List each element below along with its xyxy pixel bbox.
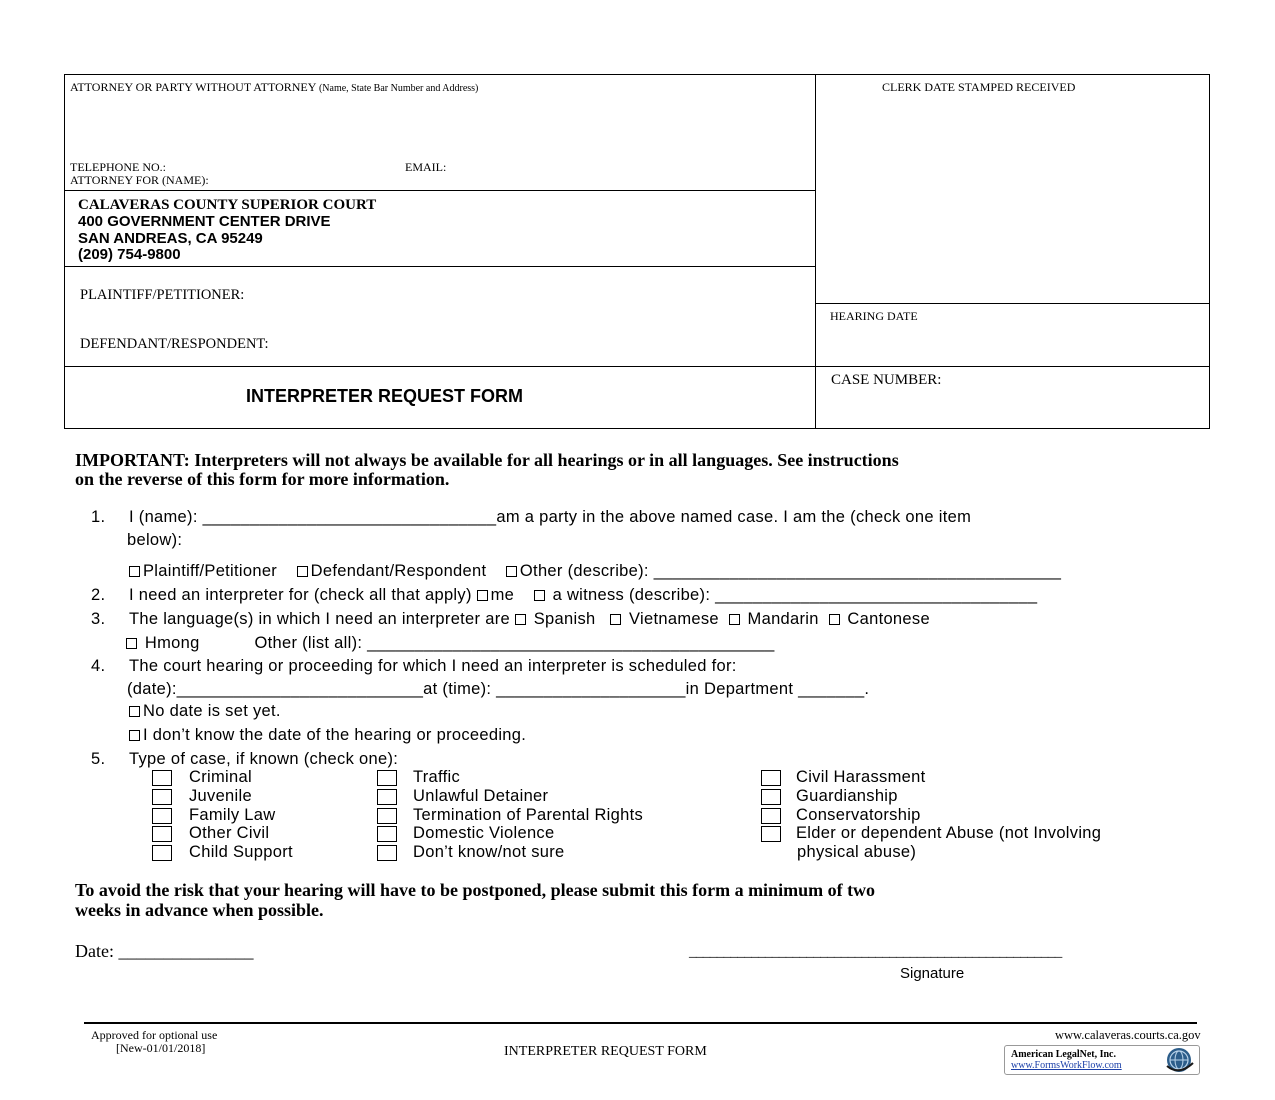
court-phone: (209) 754-9800 (78, 246, 181, 263)
hearing-date-label: HEARING DATE (830, 309, 918, 323)
item-4-number: 4. (91, 657, 106, 675)
court-address-line1: 400 GOVERNMENT CENTER DRIVE (78, 213, 331, 230)
plaintiff-checkbox[interactable] (129, 566, 140, 577)
traffic-checkbox[interactable] (377, 770, 397, 786)
attorney-for-label: ATTORNEY FOR (NAME): (70, 173, 209, 187)
unknown-date-checkbox[interactable] (129, 730, 140, 741)
clerk-divider (815, 303, 1210, 304)
attorney-label: ATTORNEY OR PARTY WITHOUT ATTORNEY (Name, State Bar Number and Address) (70, 80, 479, 94)
spanish-checkbox[interactable] (515, 614, 526, 625)
legalnet-url[interactable]: www.FormsWorkFlow.com (1011, 1060, 1122, 1071)
mandarin-checkbox[interactable] (729, 614, 740, 625)
family-law-checkbox[interactable] (152, 808, 172, 824)
caption-table (64, 74, 1210, 429)
signature-line[interactable]: ______________________________________________________ (689, 944, 1062, 960)
case-type-guardianship: Guardianship (796, 787, 898, 805)
submission-notice-line1: To avoid the risk that your hearing will have to be postponed, please submit this form a minimum of two (75, 880, 876, 900)
mandarin-option: Mandarin (747, 610, 819, 628)
item-1-text-cont: below): (127, 531, 183, 549)
case-number-label: CASE NUMBER: (831, 372, 942, 388)
parental-rights-checkbox[interactable] (377, 808, 397, 824)
domestic-violence-checkbox[interactable] (377, 826, 397, 842)
item-2-line (129, 586, 1037, 605)
not-sure-checkbox[interactable] (377, 845, 397, 861)
case-type-elder-abuse: Elder or dependent Abuse (not Involving (796, 824, 1102, 842)
me-checkbox[interactable] (477, 590, 488, 601)
caption-divider (815, 74, 816, 429)
civil-harassment-checkbox[interactable] (761, 770, 781, 786)
court-divider (64, 266, 815, 267)
item-5-text: Type of case, if known (check one): (129, 750, 399, 768)
elder-abuse-checkbox[interactable] (761, 826, 781, 842)
legalnet-globe-icon (1160, 1046, 1198, 1074)
plaintiff-label: PLAINTIFF/PETITIONER: (80, 287, 245, 303)
no-date-option: No date is set yet. (143, 702, 281, 720)
case-type-not-sure: Don’t know/not sure (413, 843, 565, 861)
important-line1: IMPORTANT: Interpreters will not always be available for all hearings or in all languages. See instructions (75, 450, 899, 470)
unlawful-detainer-checkbox[interactable] (377, 789, 397, 805)
defendant-label: DEFENDANT/RESPONDENT: (80, 336, 269, 352)
other-party-option: Other (describe): ___________________________________________ (519, 562, 1062, 580)
case-type-family-law: Family Law (189, 806, 276, 824)
unknown-date-line (129, 726, 526, 745)
legalnet-name: American LegalNet, Inc. (1011, 1049, 1116, 1060)
case-type-unlawful-detainer: Unlawful Detainer (413, 787, 549, 805)
case-type-parental-rights: Termination of Parental Rights (413, 806, 644, 824)
item-3-number: 3. (91, 610, 106, 628)
case-type-child-support: Child Support (189, 843, 293, 861)
item-1-number: 1. (91, 508, 106, 526)
criminal-checkbox[interactable] (152, 770, 172, 786)
other-language-option: Other (list all): ___________________________________________ (254, 634, 775, 652)
hmong-option: Hmong (144, 634, 200, 652)
unknown-date-option: I don’t know the date of the hearing or proceeding. (143, 726, 527, 744)
approved-note: Approved for optional use (91, 1028, 218, 1042)
no-date-checkbox[interactable] (129, 706, 140, 717)
item-4-text: The court hearing or proceeding for which I need an interpreter is scheduled for: (129, 657, 737, 675)
form-title: INTERPRETER REQUEST FORM (246, 386, 524, 406)
court-website[interactable]: www.calaveras.courts.ca.gov (1055, 1028, 1201, 1042)
important-line2: on the reverse of this form for more information. (75, 469, 450, 489)
no-date-line (129, 702, 281, 721)
hearing-date-time-line: (date):__________________________at (time): ____________________in Department _______. (127, 680, 870, 698)
case-type-other-civil: Other Civil (189, 824, 270, 842)
court-address-line2: SAN ANDREAS, CA 95249 (78, 230, 263, 247)
hmong-checkbox[interactable] (126, 638, 137, 649)
spanish-option: Spanish (533, 610, 596, 628)
attorney-divider (64, 190, 815, 191)
item-3-line (129, 610, 930, 629)
item-2-text: I need an interpreter for (check all that apply) (129, 586, 472, 604)
item-2-number: 2. (91, 586, 106, 604)
case-type-elder-abuse-cont: physical abuse) (797, 843, 917, 861)
item-3-line2 (126, 634, 775, 653)
me-option: me (490, 586, 515, 604)
guardianship-checkbox[interactable] (761, 789, 781, 805)
case-type-criminal: Criminal (189, 768, 252, 786)
item-3-text: The language(s) in which I need an interpreter are (129, 610, 510, 628)
parties-divider (64, 366, 1210, 367)
telephone-label: TELEPHONE NO.: (70, 160, 166, 174)
conservatorship-checkbox[interactable] (761, 808, 781, 824)
footer-title: INTERPRETER REQUEST FORM (504, 1044, 707, 1059)
witness-checkbox[interactable] (534, 590, 545, 601)
witness-option: a witness (describe): __________________________________ (552, 586, 1038, 604)
juvenile-checkbox[interactable] (152, 789, 172, 805)
date-field[interactable]: Date: _______________ (75, 941, 254, 961)
child-support-checkbox[interactable] (152, 845, 172, 861)
footer-rule (84, 1022, 1197, 1024)
court-name: CALAVERAS COUNTY SUPERIOR COURT (78, 197, 377, 213)
case-type-civil-harassment: Civil Harassment (796, 768, 926, 786)
signature-label: Signature (900, 965, 965, 982)
other-party-checkbox[interactable] (506, 566, 517, 577)
party-options (129, 562, 1061, 581)
vietnamese-checkbox[interactable] (610, 614, 621, 625)
case-type-traffic: Traffic (413, 768, 461, 786)
other-civil-checkbox[interactable] (152, 826, 172, 842)
clerk-stamp-label: CLERK DATE STAMPED RECEIVED (882, 80, 1076, 94)
item-5-number: 5. (91, 750, 106, 768)
vietnamese-option: Vietnamese (629, 610, 719, 628)
cantonese-checkbox[interactable] (829, 614, 840, 625)
cantonese-option: Cantonese (847, 610, 930, 628)
case-type-juvenile: Juvenile (189, 787, 252, 805)
submission-notice-line2: weeks in advance when possible. (75, 900, 324, 920)
case-type-conservatorship: Conservatorship (796, 806, 921, 824)
defendant-option: Defendant/Respondent (310, 562, 487, 580)
revision-date: [New-01/01/2018] (116, 1041, 206, 1055)
case-type-domestic-violence: Domestic Violence (413, 824, 555, 842)
email-label: EMAIL: (405, 160, 447, 174)
item-1-text: I (name): _______________________________am a party in the above named case. I am the (check one item (129, 508, 972, 526)
defendant-checkbox[interactable] (297, 566, 308, 577)
plaintiff-option: Plaintiff/Petitioner (143, 562, 278, 580)
